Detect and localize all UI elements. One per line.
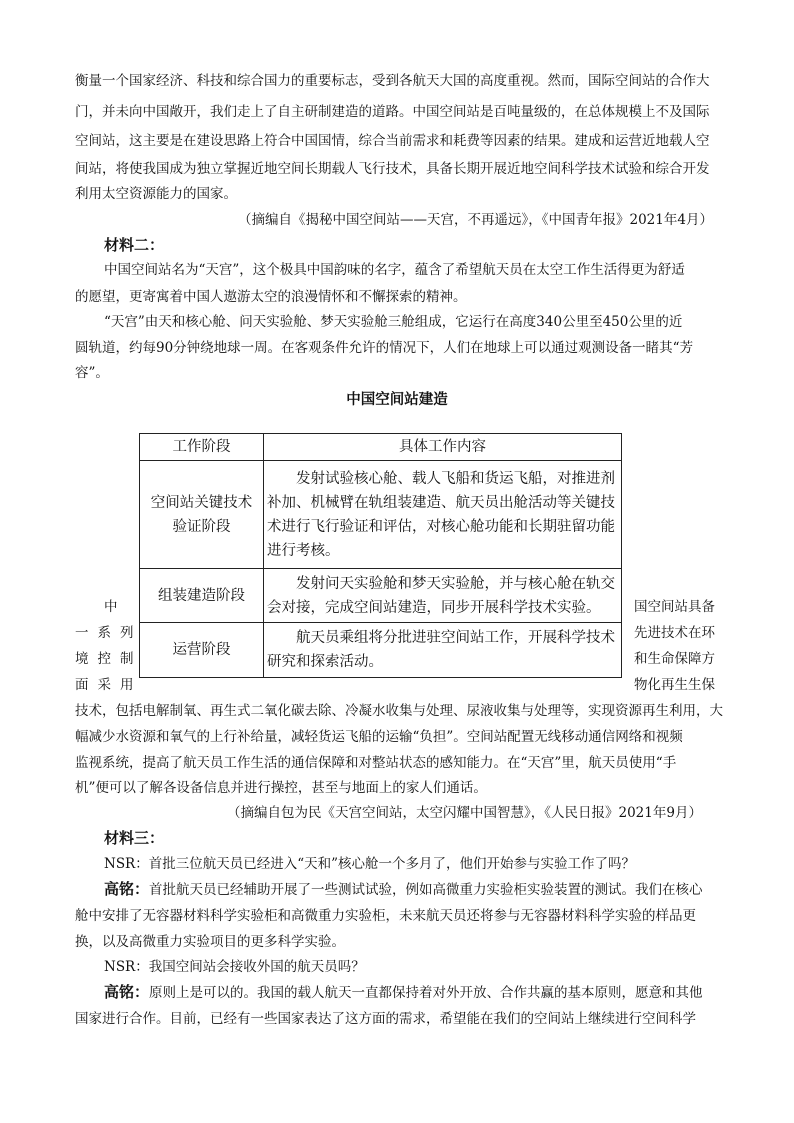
- table-row: [140, 623, 622, 678]
- stage-cell: 空间站关键技术 验证阶段: [140, 461, 264, 569]
- para2-line: 的愿望，更寄寓着中国人遨游太空的浪漫情怀和不懈探索的精神。: [75, 289, 467, 305]
- side-text-left: 中: [104, 599, 118, 615]
- construction-table: [139, 433, 622, 678]
- side-text-left: 境控制: [75, 651, 143, 667]
- qa-question: NSR：首批三位航天员已经进入“天和”核心舱一个多月了，他们开始参与实验工作了吗？: [104, 856, 636, 872]
- table-title: 中国空间站建造: [346, 392, 448, 408]
- qa-question: NSR：我国空间站会接收外国的航天员吗？: [104, 959, 365, 975]
- material-3-label: 材料三：: [104, 829, 165, 847]
- para4-line: 监视系统，提高了航天员工作生活的通信保障和对整站状态的感知能力。在“天宫”里，航天员使用“手: [75, 755, 677, 771]
- qa-answer: 国家进行合作。目前，已经有一些国家表达了这方面的需求，希望能在我们的空间站上继续进行空间科学: [75, 1011, 696, 1027]
- source-citation-2: （摘编自包为民《天宫空间站，太空闪耀中国智慧》，《人民日报》2021年9月）: [227, 805, 702, 821]
- stage-cell: 运营阶段: [140, 623, 264, 678]
- para1-line: 空间站，这主要是在建设思路上符合中国国情，综合当前需求和耗费等因素的结果。建成和运营近地载人空: [75, 133, 710, 149]
- content-cell: 发射试验核心舱、载人飞船和货运飞船，对推进剂补加、机械臂在轨组装建造、航天员出舱活动等关键技术进行飞行验证和评估，对核心舱功能和长期驻留功能进行考核。: [264, 461, 622, 569]
- qa-answer: 舱中安排了无容器材料科学实验柜和高微重力实验柜，未来航天员还将参与无容器材料科学实验的样品更: [75, 908, 696, 924]
- table-header-row: [140, 434, 622, 461]
- stage-cell: 组装建造阶段: [140, 569, 264, 623]
- para4-line: 机”便可以了解各设备信息并进行操控，甚至与地面上的家人们通话。: [75, 780, 487, 796]
- speaker-label: 高铭：: [104, 983, 150, 1001]
- side-text-right: 国空间站具备: [634, 599, 715, 615]
- para3-line: 圆轨道，约每90分钟绕地球一周。在客观条件允许的情况下，人们在地球上可以通过观测设备一睹其“芳: [75, 340, 694, 356]
- material-2-label: 材料二：: [104, 236, 165, 254]
- side-text-right: 先进技术在环: [634, 625, 715, 641]
- speaker-label: 高铭：: [104, 880, 150, 898]
- source-citation-1: （摘编自《揭秘中国空间站——天宫，不再遥远》，《中国青年报》2021年4月）: [238, 212, 713, 228]
- qa-answer: 高铭：原则上是可以的。我国的载人航天一直都保持着对外开放、合作共赢的基本原则，愿意和其他: [104, 983, 703, 1001]
- para1-line: 门，并未向中国敞开，我们走上了自主研制建造的道路。中国空间站是百吨量级的，在总体规模上不及国际: [75, 104, 710, 120]
- table-row: [140, 569, 622, 623]
- header-stage: 工作阶段: [140, 434, 264, 461]
- side-text-right: 和生命保障方: [634, 651, 715, 667]
- para4-line: 技术，包括电解制氧、再生式二氧化碳去除、冷凝水收集与处理、尿液收集与处理等，实现资源再生利用，大: [75, 703, 723, 719]
- para1-line: 衡量一个国家经济、科技和综合国力的重要标志，受到各航天大国的高度重视。然而，国际空间站的合作大: [75, 73, 710, 89]
- content-cell: 发射问天实验舱和梦天实验舱，并与核心舱在轨交会对接，完成空间站建造，同步开展科学技术实验。: [264, 569, 622, 623]
- table-row: [140, 461, 622, 569]
- para1-line: 利用太空资源能力的国家。: [75, 186, 237, 202]
- qa-answer: 换，以及高微重力实验项目的更多科学实验。: [75, 934, 345, 950]
- para3-line: 容”。: [75, 365, 109, 381]
- side-text-left: 面采用: [75, 677, 143, 693]
- side-text-right: 物化再生生保: [634, 677, 715, 693]
- para2-line: 中国空间站名为“天宫”，这个极具中国韵味的名字，蕴含了希望航天员在太空工作生活得更为舒适: [104, 262, 685, 278]
- header-content: 具体工作内容: [264, 434, 622, 461]
- side-text-left: 一系列: [75, 625, 143, 641]
- para4-line: 幅减少水资源和氧气的上行补给量，减轻货运飞船的运输“负担”。空间站配置无线移动通信网络和视频: [75, 729, 683, 745]
- para3-line: “天宫”由天和核心舱、问天实验舱、梦天实验舱三舱组成，它运行在高度340公里至450公里的近: [104, 314, 683, 330]
- para1-line: 间站，将使我国成为独立掌握近地空间长期载人飞行技术，具备长期开展近地空间科学技术试验和综合开发: [75, 161, 710, 177]
- qa-answer: 高铭：首批航天员已经辅助开展了一些测试试验，例如高微重力实验柜实验装置的测试。我们在核心: [104, 880, 703, 898]
- content-cell: 航天员乘组将分批进驻空间站工作，开展科学技术研究和探索活动。: [264, 623, 622, 678]
